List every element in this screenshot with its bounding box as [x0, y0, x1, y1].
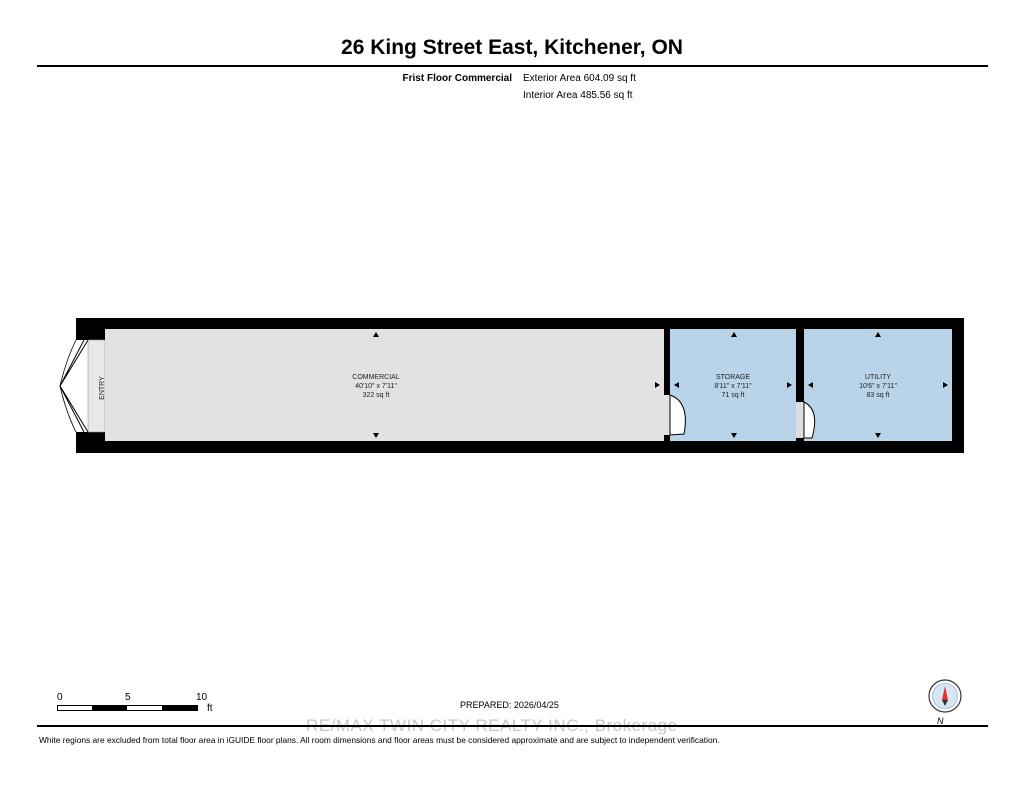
door-opening-storage — [664, 395, 670, 435]
scale-tick-5: 5 — [125, 692, 131, 703]
storage-label: STORAGE — [715, 374, 751, 381]
compass-north-label: N — [937, 716, 944, 726]
exterior-area: Exterior Area 604.09 sq ft — [523, 73, 636, 84]
utility-dimensions: 10'6" x 7'11" — [859, 383, 897, 390]
utility-area: 83 sq ft — [866, 392, 890, 399]
storage-area: 71 sq ft — [721, 392, 745, 399]
compass — [926, 678, 966, 731]
commercial-area: 322 sq ft — [362, 392, 390, 399]
scale-tick-10: 10 — [196, 692, 208, 703]
storage-dimensions: 8'11" x 7'11" — [714, 383, 752, 390]
commercial-label: COMMERCIAL — [352, 374, 400, 381]
prepared-date: PREPARED: 2026/04/25 — [460, 700, 559, 710]
brokerage-watermark: RE/MAX TWIN CITY REALTY INC., Brokerage — [306, 716, 678, 735]
footer-divider — [37, 725, 988, 727]
disclaimer: White regions are excluded from total floor area in iGUIDE floor plans. All room dimensions and floor areas must be considered approximate and are subject to independent verification. — [39, 735, 720, 745]
scale-unit: ft — [207, 703, 213, 714]
floor-name: Frist Floor Commercial — [402, 73, 512, 84]
door-opening-utility — [796, 402, 804, 438]
scale-bar-graphic — [57, 705, 207, 717]
scale-tick-0: 0 — [57, 692, 63, 703]
commercial-dimensions: 40'10" x 7'11" — [355, 383, 397, 390]
interior-area: Interior Area 485.56 sq ft — [523, 90, 633, 101]
compass-icon — [926, 678, 966, 726]
utility-label: UTILITY — [864, 374, 892, 381]
entry-label: ENTRY — [99, 376, 106, 400]
entry-area — [76, 340, 88, 432]
entry-door-arc — [60, 340, 76, 432]
page-title: 26 King Street East, Kitchener, ON — [341, 36, 683, 59]
